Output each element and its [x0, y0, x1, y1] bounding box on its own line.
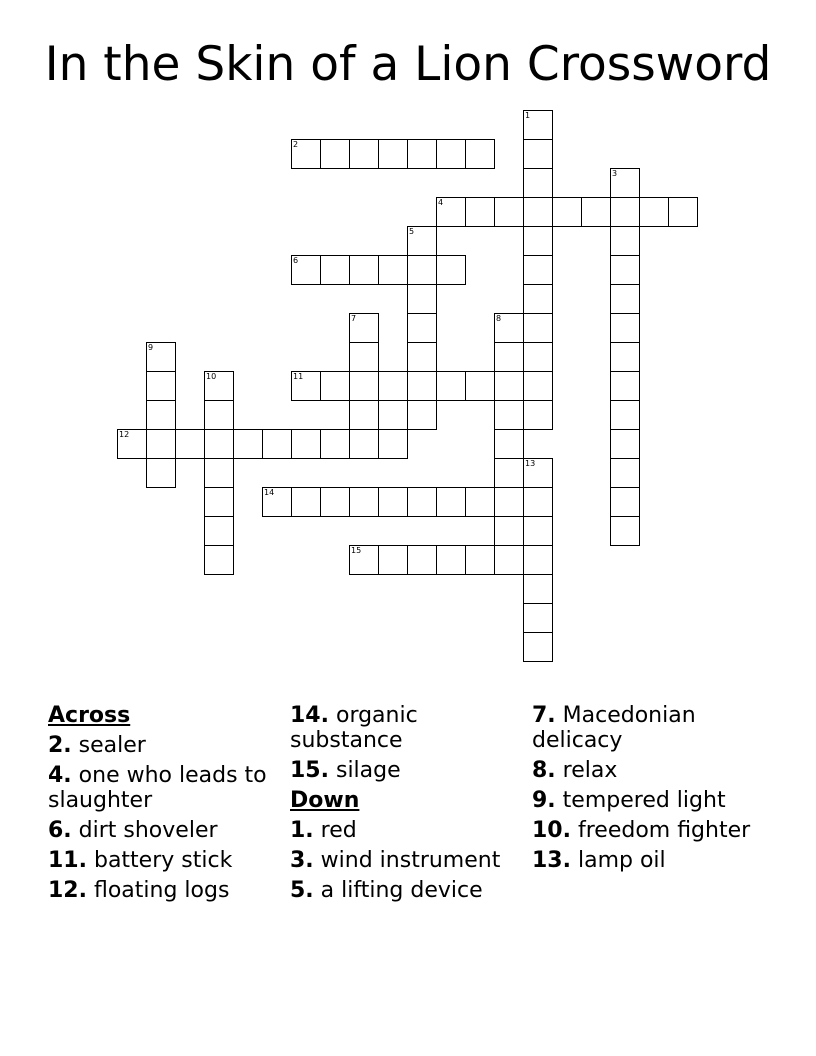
grid-cell[interactable] — [204, 400, 234, 430]
grid-cell[interactable] — [523, 603, 553, 633]
grid-cell[interactable] — [523, 371, 553, 401]
grid-cell[interactable] — [610, 458, 640, 488]
grid-cell[interactable] — [378, 429, 408, 459]
grid-cell[interactable] — [291, 429, 321, 459]
grid-cell[interactable] — [465, 139, 495, 169]
clue-number: 12 — [119, 430, 130, 439]
grid-cell[interactable] — [465, 545, 495, 575]
clue-text: relax — [555, 758, 618, 783]
grid-cell[interactable] — [146, 458, 176, 488]
grid-cell[interactable] — [523, 458, 553, 488]
grid-cell[interactable] — [349, 545, 379, 575]
grid-cell[interactable] — [349, 400, 379, 430]
grid-cell[interactable] — [378, 139, 408, 169]
grid-cell[interactable] — [610, 516, 640, 546]
clues-column-3 — [532, 703, 762, 878]
clue-number-label: 6. — [48, 818, 72, 843]
grid-cell[interactable] — [262, 429, 292, 459]
clue-number: 11 — [293, 372, 304, 381]
clue-item — [532, 818, 762, 843]
clue-number-label: 7. — [532, 703, 556, 728]
clue-text: one who leads to slaughter — [48, 763, 267, 813]
across-heading: Across — [48, 703, 131, 728]
clue-text: red — [313, 818, 357, 843]
clue-number-label: 15. — [290, 758, 329, 783]
clue-number: 2 — [293, 140, 299, 149]
clue-number: 7 — [351, 314, 357, 323]
grid-cell[interactable] — [494, 487, 524, 517]
clue-text: wind instrument — [313, 848, 501, 873]
clue-item — [532, 703, 762, 753]
grid-cell[interactable] — [407, 284, 437, 314]
clue-number: 9 — [148, 343, 154, 352]
grid-cell[interactable] — [610, 313, 640, 343]
clue-item — [48, 848, 278, 873]
grid-cell[interactable] — [494, 197, 524, 227]
clue-number-label: 9. — [532, 788, 556, 813]
grid-cell[interactable] — [378, 371, 408, 401]
clue-text: lamp oil — [570, 848, 666, 873]
grid-cell[interactable] — [581, 197, 611, 227]
grid-cell[interactable] — [465, 371, 495, 401]
grid-cell[interactable] — [494, 516, 524, 546]
down-heading: Down — [290, 788, 360, 813]
grid-cell[interactable] — [204, 545, 234, 575]
grid-cell[interactable] — [291, 139, 321, 169]
grid-cell[interactable] — [610, 284, 640, 314]
clue-number: 13 — [525, 459, 536, 468]
clue-item — [48, 733, 278, 758]
grid-cell[interactable] — [436, 487, 466, 517]
grid-cell[interactable] — [204, 458, 234, 488]
grid-cell[interactable] — [204, 371, 234, 401]
grid-cell[interactable] — [552, 197, 582, 227]
grid-cell[interactable] — [204, 429, 234, 459]
grid-cell[interactable] — [436, 255, 466, 285]
clue-item — [532, 758, 762, 783]
grid-cell[interactable] — [204, 516, 234, 546]
clue-number-label: 14. — [290, 703, 329, 728]
grid-cell[interactable] — [291, 371, 321, 401]
clue-number: 6 — [293, 256, 299, 265]
clue-number-label: 10. — [532, 818, 571, 843]
grid-cell[interactable] — [610, 255, 640, 285]
grid-cell[interactable] — [494, 371, 524, 401]
grid-cell[interactable] — [494, 313, 524, 343]
clue-item — [532, 848, 762, 873]
grid-cell[interactable] — [349, 313, 379, 343]
clue-text: freedom fighter — [570, 818, 751, 843]
grid-cell[interactable] — [523, 110, 553, 140]
grid-cell[interactable] — [610, 197, 640, 227]
grid-cell[interactable] — [610, 429, 640, 459]
grid-cell[interactable] — [407, 400, 437, 430]
clue-text: a lifting device — [313, 878, 483, 903]
grid-cell[interactable] — [523, 632, 553, 662]
clue-text: tempered light — [555, 788, 726, 813]
grid-cell[interactable] — [291, 487, 321, 517]
grid-cell[interactable] — [407, 342, 437, 372]
grid-cell[interactable] — [436, 545, 466, 575]
grid-cell[interactable] — [610, 371, 640, 401]
grid-cell[interactable] — [146, 400, 176, 430]
grid-cell[interactable] — [349, 487, 379, 517]
clue-text: silage — [328, 758, 401, 783]
clue-item — [290, 848, 520, 873]
grid-cell[interactable] — [610, 168, 640, 198]
grid-cell[interactable] — [320, 255, 350, 285]
clue-text: Macedonian delicacy — [532, 703, 696, 753]
grid-cell[interactable] — [668, 197, 698, 227]
clue-number: 1 — [525, 111, 531, 120]
grid-cell[interactable] — [465, 197, 495, 227]
grid-cell[interactable] — [378, 255, 408, 285]
grid-cell[interactable] — [204, 487, 234, 517]
clue-number-label: 1. — [290, 818, 314, 843]
clue-number: 14 — [264, 488, 275, 497]
grid-cell[interactable] — [610, 226, 640, 256]
grid-cell[interactable] — [494, 545, 524, 575]
grid-cell[interactable] — [117, 429, 147, 459]
grid-cell[interactable] — [407, 371, 437, 401]
grid-cell[interactable] — [320, 429, 350, 459]
grid-cell[interactable] — [407, 545, 437, 575]
grid-cell[interactable] — [349, 371, 379, 401]
grid-cell[interactable] — [523, 226, 553, 256]
grid-cell[interactable] — [407, 487, 437, 517]
clues-column-2 — [290, 703, 520, 908]
clue-text: floating logs — [86, 878, 230, 903]
clue-number: 5 — [409, 227, 415, 236]
grid-cell[interactable] — [610, 342, 640, 372]
grid-cell[interactable] — [523, 487, 553, 517]
clue-number: 8 — [496, 314, 502, 323]
clue-number-label: 11. — [48, 848, 87, 873]
grid-cell[interactable] — [320, 487, 350, 517]
grid-cell[interactable] — [262, 487, 292, 517]
grid-cell[interactable] — [407, 226, 437, 256]
clue-item — [290, 818, 520, 843]
grid-cell[interactable] — [175, 429, 205, 459]
clue-text: battery stick — [86, 848, 233, 873]
grid-cell[interactable] — [610, 400, 640, 430]
clue-number: 3 — [612, 169, 618, 178]
grid-cell[interactable] — [436, 371, 466, 401]
grid-cell[interactable] — [610, 487, 640, 517]
grid-cell[interactable] — [349, 139, 379, 169]
grid-cell[interactable] — [349, 255, 379, 285]
grid-cell[interactable] — [494, 429, 524, 459]
grid-cell[interactable] — [523, 197, 553, 227]
grid-cell[interactable] — [523, 168, 553, 198]
grid-cell[interactable] — [494, 400, 524, 430]
grid-cell[interactable] — [146, 371, 176, 401]
clue-item — [290, 758, 520, 783]
grid-cell[interactable] — [436, 197, 466, 227]
grid-cell[interactable] — [146, 342, 176, 372]
grid-cell[interactable] — [320, 139, 350, 169]
clue-item — [48, 818, 278, 843]
clue-number: 4 — [438, 198, 444, 207]
grid-cell[interactable] — [639, 197, 669, 227]
grid-cell[interactable] — [320, 371, 350, 401]
clue-text: organic substance — [290, 703, 418, 753]
clues-column-1 — [48, 703, 278, 908]
grid-cell[interactable] — [407, 313, 437, 343]
clue-item — [532, 788, 762, 813]
clue-number-label: 3. — [290, 848, 314, 873]
clue-item — [48, 763, 278, 813]
clue-number-label: 4. — [48, 763, 72, 788]
grid-cell[interactable] — [378, 545, 408, 575]
grid-cell[interactable] — [465, 487, 495, 517]
grid-cell[interactable] — [436, 139, 466, 169]
grid-cell[interactable] — [378, 487, 408, 517]
clue-number-label: 2. — [48, 733, 72, 758]
clue-item — [48, 878, 278, 903]
grid-cell[interactable] — [494, 342, 524, 372]
grid-cell[interactable] — [523, 284, 553, 314]
grid-cell[interactable] — [523, 516, 553, 546]
clue-item — [290, 878, 520, 903]
grid-cell[interactable] — [523, 400, 553, 430]
grid-cell[interactable] — [523, 342, 553, 372]
grid-cell[interactable] — [291, 255, 321, 285]
clue-number: 15 — [351, 546, 362, 555]
grid-cell[interactable] — [523, 255, 553, 285]
grid-cell[interactable] — [523, 313, 553, 343]
clue-number-label: 5. — [290, 878, 314, 903]
grid-cell[interactable] — [523, 545, 553, 575]
grid-cell[interactable] — [146, 429, 176, 459]
grid-cell[interactable] — [407, 139, 437, 169]
grid-cell[interactable] — [349, 342, 379, 372]
grid-cell[interactable] — [494, 458, 524, 488]
page-title: In the Skin of a Lion Crossword — [44, 37, 772, 92]
grid-cell[interactable] — [407, 255, 437, 285]
clue-number-label: 12. — [48, 878, 87, 903]
clue-item — [290, 703, 520, 753]
clue-number: 10 — [206, 372, 217, 381]
clue-number-label: 13. — [532, 848, 571, 873]
clue-number-label: 8. — [532, 758, 556, 783]
grid-cell[interactable] — [523, 574, 553, 604]
grid-cell[interactable] — [233, 429, 263, 459]
grid-cell[interactable] — [523, 139, 553, 169]
grid-cell[interactable] — [349, 429, 379, 459]
clue-text: dirt shoveler — [71, 818, 218, 843]
clue-text: sealer — [71, 733, 146, 758]
